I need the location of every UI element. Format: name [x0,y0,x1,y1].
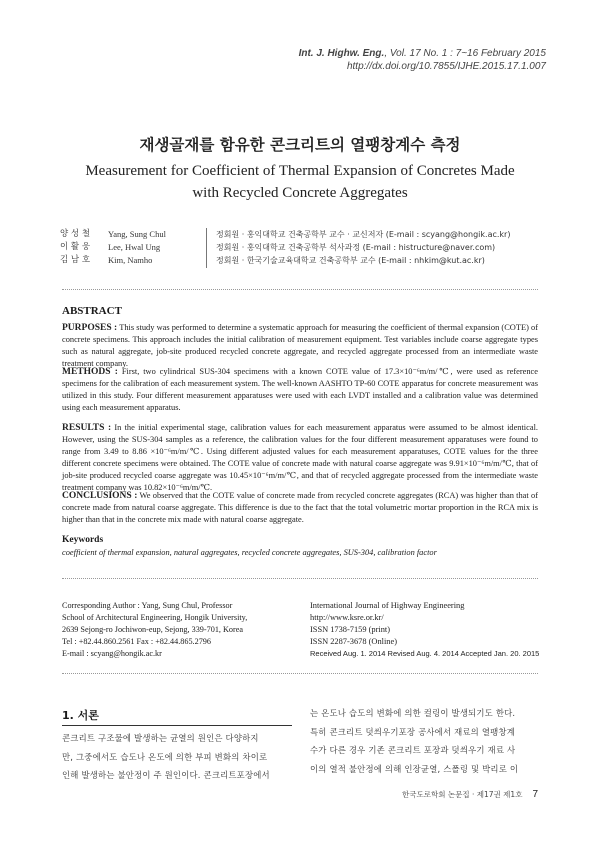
divider [62,289,538,290]
issn-print: ISSN 1738-7159 (print) [310,625,391,634]
journal-url[interactable]: http://www.ksre.or.kr/ [310,613,384,622]
author-row [60,228,510,241]
results-text: In the initial experimental stage, calibration values for each measurement apparatus were assumed to be almost identical. However, using the SUS-304 samples as a reference, the calibration values for the four different measurement apparatuses were found to range from 3.49 to 8.86 ×10⁻⁶m/m/℃. Using different adjusted values for each measurement apparatuses, COTE values for the three different concrete specimens were obtained. The COTE value of concrete made with natural coarse aggregate was 9.91×10⁻⁶m/m/℃, that of job-site produced recycled coarse aggregate was 10.45×10⁻⁶m/m/℃, and that of recycled aggregate processed from the intermediate waste treatment company was 10.82×10⁻⁶m/m/℃. [62,423,538,492]
body-line: 인해 발생하는 불안정이 주 원인이다. 콘크리트포장에서 [62,770,270,780]
journal-name: International Journal of Highway Engineering [310,601,465,610]
title-english-line1: Measurement for Coefficient of Thermal Expansion of Concretes Made [85,163,515,179]
journal-citation [299,47,546,60]
methods-label: METHODS : [62,367,118,377]
keywords-heading: Keywords [62,535,104,545]
abstract-heading: ABSTRACT [62,305,122,317]
author-name-en: Yang, Sung Chul [108,229,166,239]
journal-doi[interactable]: http://dx.doi.org/10.7855/IJHE.2015.17.1.007 [346,61,546,72]
page-footer [402,789,538,800]
conclusions-text: We observed that the COTE value of concrete made from recycled concrete aggregates (RCA) was higher than that of concrete made from natural coarse aggregate. This difference is due to the fact that the total volumetric mortar proportion in the RCA mix is higher than that in the concrete mix made with natural coarse aggregate. [62,491,538,524]
section-rule [62,725,292,726]
corr-line: School of Architectural Engineering, Hongik University, [62,613,248,622]
author-list [60,228,510,267]
body-line: 특히 콘크리트 덧씌우기포장 공사에서 재료의 열팽창계 [310,726,515,737]
abstract-methods [62,366,538,414]
body-column-right [310,704,518,778]
purposes-label: PURPOSES : [62,323,118,333]
author-name-ko: 김 남 호 [60,255,91,265]
corr-line: Corresponding Author : Yang, Sung Chul, Professor [62,601,233,610]
title-english-line2: with Recycled Concrete Aggregates [192,185,408,201]
journal-header [299,47,546,73]
journal-citation-rest: , Vol. 17 No. 1 : 7~16 February 2015 [384,48,546,59]
author-row [60,241,510,254]
journal-info [310,600,539,660]
body-line: 이의 열적 불안정에 의해 인장균열, 스폴링 및 박리로 이 [310,763,519,774]
received-dates: Received Aug. 1. 2014 Revised Aug. 4. 2014 Accepted Jan. 20. 2015 [310,649,540,658]
corr-line: 2639 Sejong-ro Jochiwon-eup, Sejong, 339-701, Korea [62,625,244,634]
conclusions-label: CONCLUSIONS : [62,491,138,501]
author-name-en: Kim, Namho [108,255,153,265]
section-heading: 1. 서론 [62,709,99,722]
abstract-results [62,422,538,494]
methods-text: First, two cylindrical SUS-304 specimens with a known COTE value of 17.3×10⁻⁶m/m/℃, were used as reference specimens for the calibration of each measurement system. The well-known AASHTO TP-60 COTE apparatus for concrete measurement was utilized in this study. Four different measurement apparatuses were used with each LVDT installed and a calibration value was determined using each measurement apparatus. [62,367,538,412]
corresponding-author [62,600,247,660]
corr-line: Tel : +82.44.860.2561 Fax : +82.44.865.2796 [62,637,211,646]
author-affiliation: 정회원 · 홍익대학교 건축공학부 석사과정 (E-mail : histructure@naver.com) [216,243,496,252]
author-affiliation: 정회원 · 홍익대학교 건축공학부 교수 · 교신저자 (E-mail : scyang@hongik.ac.kr) [216,230,511,239]
results-label: RESULTS : [62,423,112,433]
page-number: 7 [532,789,538,800]
journal-citation-name: Int. J. Highw. Eng. [298,48,385,59]
body-line: 수가 다른 경우 기존 콘크리트 포장과 덧씌우기 재료 사 [310,745,516,755]
footer-journal: 한국도로학회 논문집 · 제17권 제1호 [402,790,523,799]
title-english [0,160,600,204]
author-affiliation: 정회원 · 한국기술교육대학교 건축공학부 교수 (E-mail : nhkim@kut.ac.kr) [216,256,485,265]
divider [62,578,538,579]
abstract-purposes [62,322,538,370]
title-korean: 재생골재를 함유한 콘크리트의 열팽창계수 측정 [139,136,461,154]
body-line: 만, 그중에서도 습도나 온도에 의한 부피 변화의 차이로 [62,751,268,762]
author-name-ko: 양 성 철 [60,229,91,239]
author-row [60,254,510,267]
keywords-text: coefficient of thermal expansion, natural aggregates, recycled concrete aggregates, SUS-304, calibration factor [62,548,437,557]
divider [62,673,538,674]
body-column-left [62,729,270,785]
corr-email: E-mail : scyang@hongik.ac.kr [62,649,162,658]
abstract-conclusions [62,490,538,526]
body-line: 는 온도나 습도의 변화에 의한 컬링이 발생되기도 한다. [310,708,516,718]
body-line: 콘크리트 구조물에 발생하는 균열의 원인은 다양하지 [62,733,259,743]
purposes-text: This study was performed to determine a systematic approach for measuring the coefficient of thermal expansion (COTE) of concrete specimens. This approach includes the initial calibration of measurement equipment. Test variables include coarse aggregate types such as natural aggregate, job-site produced recycled concrete aggregate, and recycled aggregate processed from an intermediate waste treatment company. [62,323,538,368]
author-divider [206,228,207,268]
author-name-ko: 이 활 웅 [60,242,91,252]
author-name-en: Lee, Hwal Ung [108,242,161,252]
issn-online: ISSN 2287-3678 (Online) [310,637,398,646]
